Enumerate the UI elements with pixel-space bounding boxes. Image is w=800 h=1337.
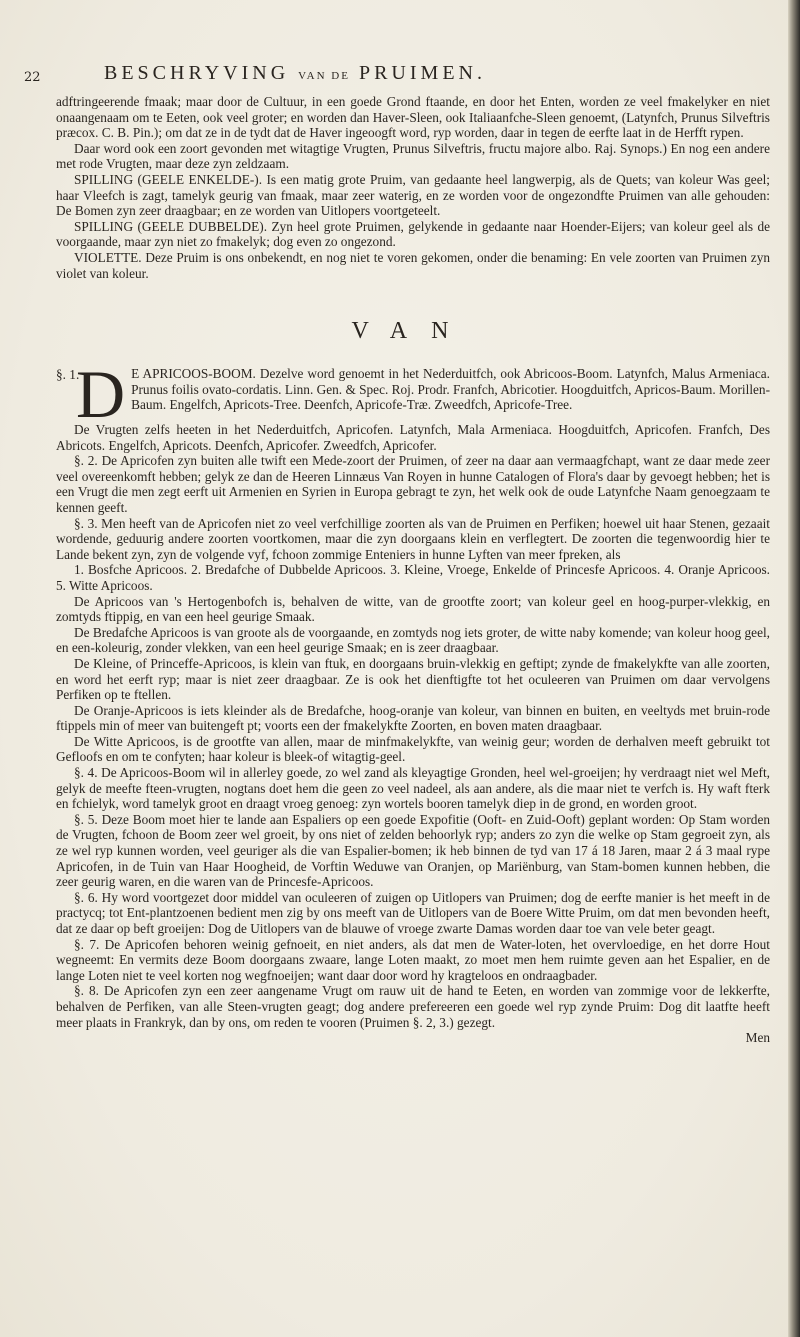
main-text-block [56, 356, 770, 1046]
drop-cap: D [76, 356, 126, 432]
bredasche-paragraph: De Bredafche Apricoos is van groote als de voorgaande, en zomtyds nog iets groter, de witte naby komende; van koleur hoog geel, en een-koleurig, zonder vlekken, van een heel geurige Smaak; en is zeer draagbaar. [56, 624, 770, 656]
section-2-paragraph: §. 2. De Apricofen zyn buiten alle twift een Mede-zoort der Pruimen, of zeer na daar aan vermaagfchapt, want ze daar mede zeer veel overeenkomft hebben; gelyk ze dan de Heeren Linnæus Van Royen in hunne Catalogen of Flora's daar by gevoegt hebben; het is een Vrugt die men zegt eerft uit Armenien en Syrien in Europa gebragt te zyn, het welk ook de oude Latynfche Naam genoegzaam te kennen geeft. [56, 453, 770, 515]
catchword: Men [745, 1030, 770, 1046]
running-head [104, 62, 486, 85]
section-heading: VAN [351, 318, 473, 344]
oranje-paragraph: De Oranje-Apricoos is iets kleinder als de Bredafche, hoog-oranje van koleur, van binnen en buiten, en veeltyds met bruin-rode ftippels min of meer van buitengeft pt; voorts een der fmakelykfte Zoorten, en boven maten draagbaar. [56, 702, 770, 734]
section-3-paragraph: §. 3. Men heeft van de Apricofen niet zo veel verfchillige zoorten als van de Pruimen en Perfiken; hoewel uit haar Stenen, gezaait wordende, geduurig andere zoorten voortkomen, maar die zyn doorgaans klein en verflegtert. De zoorten die tegenwoordig hier te Lande bekent zyn, zyn de volgende vyf, fchoon zommige Enteniers in hunne Lyften van meer fpreken, als [56, 515, 770, 562]
section-1-mark: §. 1. [56, 367, 80, 382]
intro-text-block [56, 94, 770, 281]
violette-text: Deze Pruim is ons onbekendt, en nog niet te voren gekomen, onder die benaming: En vele zoorten van Pruimen zyn violet van koleur. [56, 249, 770, 281]
section-1-text: E APRICOOS-BOOM. Dezelve word genoemt in het Nederduitfch, ook Abricoos-Boom. Latynfch, Malus Armeniaca. Prunus foilis ovato-cordatis. Linn. Gen. & Spec. Roj. Prodr. Franfch, Abricotier. Hoogduitfch, Apricos-Baum. Morillen-Baum. Engelfch, Apricots-Tree. Deenfch, Apricofe-Træ. Zweedfch, Apricofe-Tree. [131, 366, 770, 413]
section-4-paragraph: §. 4. De Apricoos-Boom wil in allerley goede, zo wel zand als kleyagtige Gronden, heel wel-groeijen; hy verdraagt niet wel Meft, gelyk de meefte fteen-vrugten, nogtans doet hem die geen zo veel nadeel, als aan andere, als die maar niet te verfch is. Hy waft fterk en fchielyk, word tamelyk groot en draagt vroeg genoeg: zyn wortels booren tamelyk diep in de grond, en worden groot. [56, 765, 770, 812]
spilling-dubbelde-paragraph [56, 219, 770, 250]
spilling-enkelde-paragraph [56, 172, 770, 219]
spilling-enkelde-name: SPILLING (GEELE ENKELDE-). [74, 171, 263, 187]
spilling-dubbelde-name: SPILLING (GEELE DUBBELDE). [74, 218, 268, 234]
apricot-varieties-list: 1. Bosfche Apricoos. 2. Bredafche of Dubbelde Apricoos. 3. Kleine, Vroege, Enkelde of Princesfe Apricoos. 4. Oranje Apricoos. 5. Witte Apricoos. [56, 562, 770, 593]
running-head-word1: BESCHRYVING [104, 62, 290, 84]
violette-name: VIOLETTE. [74, 249, 142, 265]
running-head-small: VAN DE [298, 70, 350, 82]
spilling-enkelde-text: Is een matig grote Pruim, van gedaante heel langwerpig, als de Quets; van koleur Was geel; haar Vleefch is zagt, tamelyk geurig van fmaak, maar zeer waterig, en ze worden voor de ongezondfte Pruimen van alle gehouden: De Bomen zyn zeer draagbaar; en ze worden van Uitlopers voortgeteelt. [56, 171, 770, 219]
section-7-paragraph: §. 7. De Apricofen behoren weinig gefnoeit, en niet anders, als dat men de Water-loten, het overvloedige, en het dorre Hout wegneemt: En vermits deze Boom doorgaans zwaare, lange Loten maakt, zo moet men hem ruimte geven aan het Espalier, en de lange Loten niet te veel korten nog wegfnoeijen; want daar door word hy kragteloos en ondraagbader. [56, 936, 770, 983]
intro-paragraph-2: Daar word ook een zoort gevonden met witagtige Vrugten, Prunus Silveftris, fructu majore albo. Raj. Synops.) En nog een andere met rode Vrugten, maar deze zyn zeldzaam. [56, 140, 770, 172]
section-5-paragraph: §. 5. Deze Boom moet hier te lande aan Espaliers op een goede Expofitie (Ooft- en Zuid-Ooft) geplant worden: Op Stam worden de Vrugten, fchoon de Boom zeer wel groeit, by ons niet of zelden behoorlyk ryp; anders zo zyn die welke op Stam gegroeit zyn, als ze wel ryp kunnen worden, veel geuriger als die van Espalier-bomen; ik heb binnen de tyd van 17 á 18 Jaren, maar 2 á 3 maal rype Apricofen, in de Tuin van Haar Hoogheid, de Vorftin Weduwe van Oranjen, op Mariënburg, van Stam-bomen kunnen hebben, die zeer geurig waren, en die waren van de Princesfe-Apricoos. [56, 811, 770, 890]
page-number: 22 [24, 70, 41, 85]
running-head-word2: PRUIMEN. [358, 62, 486, 84]
section-8-paragraph: §. 8. De Apricofen zyn een zeer aangename Vrugt om rauw uit de hand te Eeten, en worden van zommige voor de lekkerfte, behalven de Perfiken, van alle Steen-vrugten geagt; dog andere prefereeren een goede wel ryp zynde Pruim: Dog dit laatfte heeft meer plaats in Frankryk, dan by ons, om reden te vooren (Pruimen §. 2, 3.) gezegt. [56, 983, 770, 1030]
spilling-dubbelde-text: Zyn heel grote Pruimen, gelykende in gedaante naar Hoender-Eijers; van koleur geel als de voorgaande, maar zyn niet zo fmakelyk; dog even zo ongezond. [56, 218, 771, 250]
section-6-paragraph: §. 6. Hy word voortgezet door middel van oculeeren of zuigen op Uitlopers van Pruimen; dog de eerfte manier is het meeft in de practycq; tot Ent-plantzoenen bedient men zig by ons meeft van de Uitlopers van de Boere Witte Pruim, om dat men bevonden heeft, dat ze daar op beft groeijen: Dog de Uitlopers van de blauwe of vroege zwarte Damas worden daar toe van vele beter geagt. [56, 889, 770, 936]
section-1-paragraph [56, 356, 770, 432]
vrugten-paragraph: De Vrugten zelfs heeten in het Nederduitfch, Apricofen. Latynfch, Mala Armeniaca. Hoogduitfch, Apricofen. Franfch, Des Abricots. Engelfch, Apricots. Deenfch, Apricofer. Zweedfch, Apricofer. [56, 422, 770, 453]
kleine-paragraph: De Kleine, of Princeffe-Apricoos, is klein van ftuk, en doorgaans bruin-vlekkig en geftipt; zynde de fmakelykfte van alle zoorten, en word het eerft ryp; maar is niet zeer draagbaar. Ze is ook het dienftigfte tot het oculeeren van Pruimen om daar vervolgens Perfiken op te ftellen. [56, 655, 770, 703]
page-binding-shadow [788, 0, 800, 1337]
intro-paragraph-1: adftringeerende fmaak; maar door de Cultuur, in een goede Grond ftaande, en door het Enten, worden ze veel fmakelyker en niet onaangenaam om te Eeten, ook veel groter; en worden dan Haver-Sleen, ook Italiaanfche-Sleen genoemt, (Latynfch, Prunus Silveftris præcox. C. B. Pin.); om dat ze in de tydt dat de Haver ingeoogft word, ryp worden, daar in tegen de eerfte laat in de Herfft rypen. [56, 94, 770, 141]
hertogenbosch-paragraph: De Apricoos van 's Hertogenbofch is, behalven de witte, van de grootfte zoort; van koleur geel en hoog-purper-vlekkig, en zomtyds ftippig, en van een heel geurige Smaak. [56, 593, 770, 625]
witte-paragraph: De Witte Apricoos, is de grootfte van allen, maar de minfmakelykfte, van weinig geur; worden de derhalven meeft gebruikt tot Gefloofs en om te confyten; haar koleur is bleek-of witagtig-geel. [56, 733, 770, 765]
violette-paragraph [56, 250, 770, 281]
